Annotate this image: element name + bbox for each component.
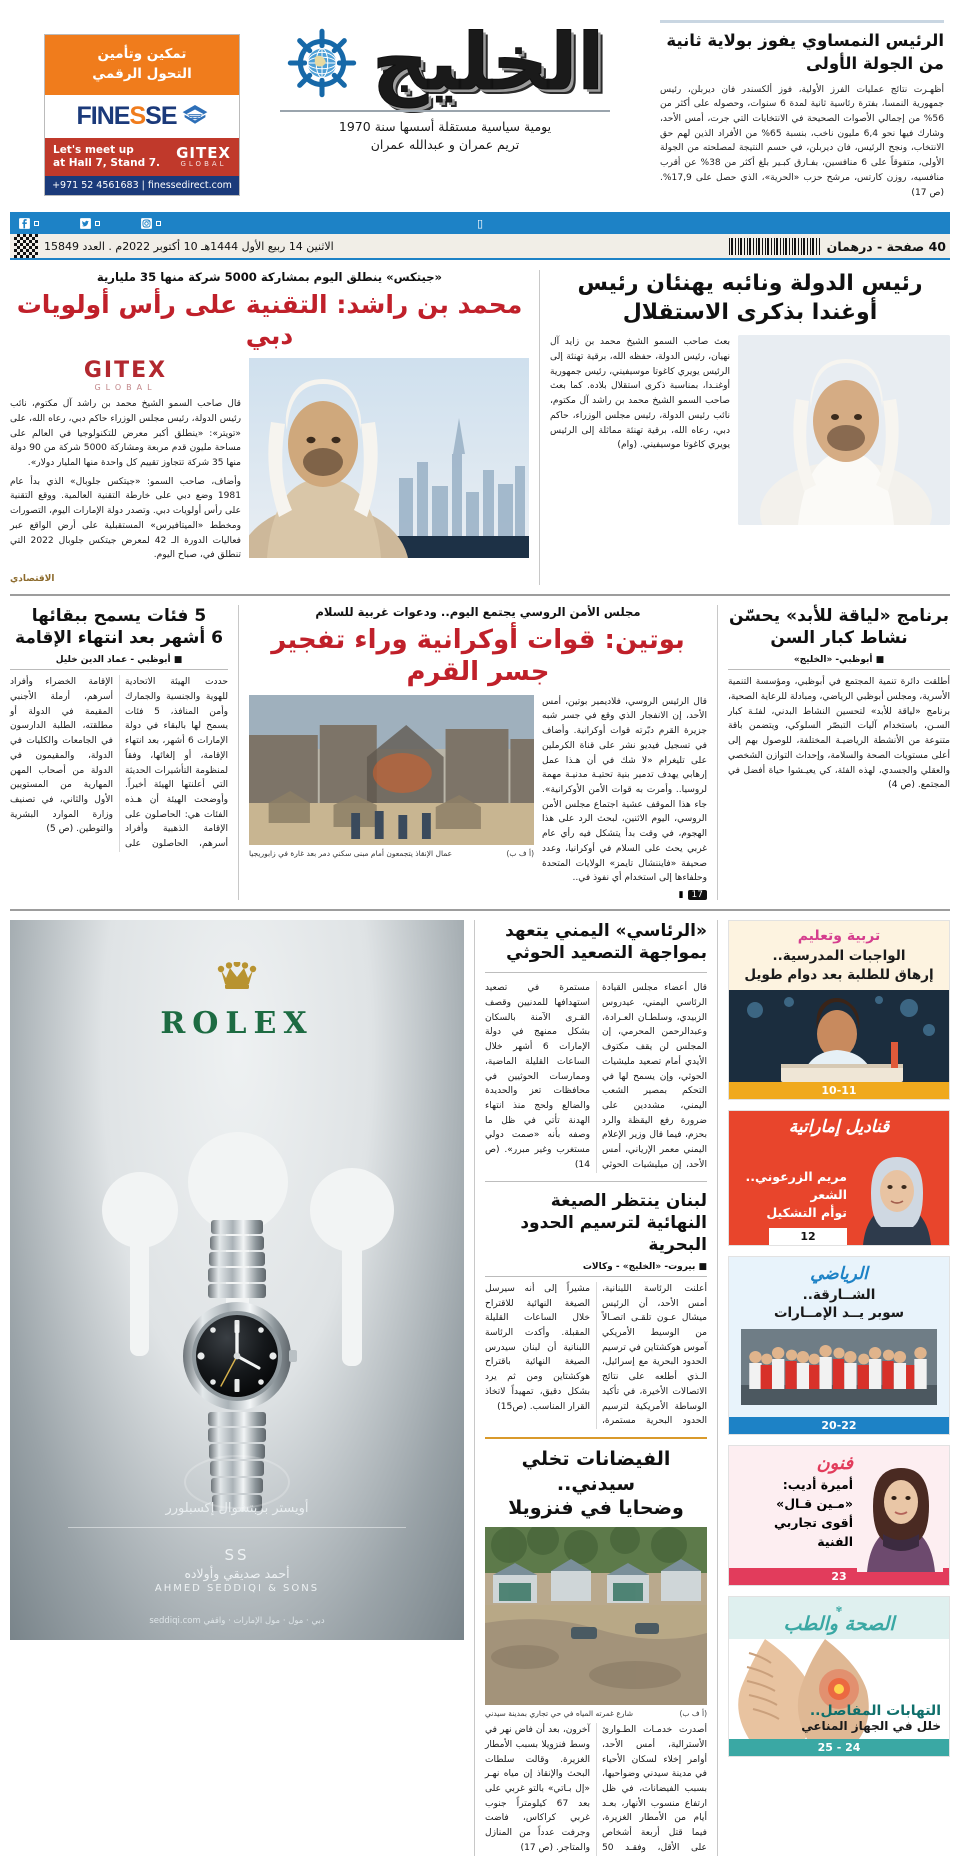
column-divider-2 <box>717 605 718 900</box>
promo-literature-title1: مريم الزرعوني.. <box>745 1169 847 1185</box>
lower-band <box>10 920 950 1856</box>
promo-arts-title2: «مـين قـال» <box>776 1496 853 1512</box>
promo-arts-body <box>729 1446 949 1568</box>
promo-health-image <box>729 1639 949 1739</box>
ad-brand-row <box>45 95 239 138</box>
promo-education[interactable] <box>728 920 950 1100</box>
yemen-headline[interactable]: «الرئاسي» اليمني يتعهد بمواجهة التصعيد الحوثي <box>505 921 707 964</box>
promo-arts-title1: أميرة أديب: <box>782 1477 853 1493</box>
portrait-actress-photo <box>857 1454 943 1572</box>
promo-literature-titles <box>735 1168 851 1244</box>
floods-headline-line1: الفيضانات تخلي سيدني.. <box>521 1448 671 1495</box>
residency-headline-line1: 5 فئات يسمح ببقائها <box>31 606 207 627</box>
floods-headline[interactable] <box>485 1447 707 1521</box>
promo-health-titles <box>801 1703 941 1733</box>
ad-brand-name: FINESSE <box>76 101 177 130</box>
fitness-page-ref: (ص 4) <box>888 780 915 791</box>
gitex-logo-block <box>10 358 241 392</box>
lebanon-page-ref: (ص15) <box>497 1401 527 1412</box>
price-group <box>729 238 946 255</box>
floods-agency: (أ ف ب) <box>679 1709 707 1719</box>
yemen-page-ref: (ص 14) <box>485 1145 590 1170</box>
lebanon-text: أعلنت الرئاسة اللبنانية، أمس الأحد، أن الرئيس ميشال عـون تلقـى اتصـالاً من الوسيط الأمريكي آموس هوكشتاين في ترسيم الحدود البحرية مع إسرائيل، الـذي أطلعه على نتائج الاتصالات الأخيرة، في تأكيد الوساطة الأمريكية لترسيم الحدود البحرية مستمرة، مشيراً إلى أنه سيرسل الصيغة النهائية للاقتراح خلال الساعات القليلة المقبلة. وأكدت الرئاسة اللبنانية أن لبنان سيدرس الصيغة النهائية باقتراح هوكشتاين ومن ثم يرد بشكل دقيق، تمهيداً لاتخاذ القرار المناسب. <box>485 1283 707 1427</box>
fitness-headline[interactable]: برنامج «لياقة للأبد» يحسّن نشاط كبار السن <box>728 606 950 649</box>
floods-page-ref: (ص 17) <box>520 1842 554 1853</box>
ad-meet-text <box>53 144 160 170</box>
app-icon[interactable]: ▯ <box>476 216 484 230</box>
president-portrait-illustration <box>738 335 950 525</box>
promo-sports-image <box>729 1323 949 1417</box>
fitness-byline: ■ أبوظبي- «الخليج» <box>728 655 950 670</box>
display-prop-2 <box>188 1132 288 1232</box>
putin-kicker: مجلس الأمن الروسي يجتمع اليوم.. ودعوات غربية للسلام <box>315 605 641 620</box>
promo-arts[interactable] <box>728 1445 950 1586</box>
putin-headline[interactable]: بوتين: قوات أوكرانية وراء تفجير جسر القرم <box>271 624 685 688</box>
yemen-body <box>485 981 707 1172</box>
gitex-logo <box>176 143 231 168</box>
portrait-woman-hijab-photo <box>851 1141 943 1245</box>
gitex-photo <box>249 358 529 558</box>
gitex-sub: GLOBAL <box>180 159 227 168</box>
right-sidebar <box>728 605 950 900</box>
putin-body: قال الرئيس الروسي، فلاديمير بوتين، أمس الأحد، إن الانفجار الذي وقع في جسر شبه جزيرة القرم دبّرته قوات أوكرانية. وأضاف في تسجيل فيديو نشر على قناة الكرملين على تليغرام «لا شك في أن هـذا عمل إرهابي يهدف تدمير بنية تحتيـة مدنيـة مهمة لروسيا.. وأمرت به قوات الأمن الأوكرانية». جاء هذا الموقف عشية اجتماع مجلس الأمن الروسي، اليوم الاثنين، لبحث الرد على هذا الهجوم، في وقت بدأ يتشكل فيه رأي عام غربي يحث على السلام في أوكرانيا، وعدد صحيفة «فايننشال تايمز» الولايات المتحدة وحلفاءها إلى استخدام أي نفوذ في.. <box>542 696 707 884</box>
masthead-founders: تريم عمران و عبدالله عمران <box>370 136 520 152</box>
column-divider-5 <box>474 920 475 1856</box>
rolex-crown-icon <box>217 962 257 996</box>
gitex-kicker: «جيتكس» ينطلق اليوم بمشاركة 5000 شركة منها 35 مليارية <box>96 270 443 284</box>
gitex-lead-story <box>10 270 529 585</box>
promo-sports-text <box>729 1257 949 1323</box>
putin-page-ref: 17 <box>688 890 707 900</box>
floods-text: أصدرت خدمـات الطـوارئ الأسترالية، أمس الأحد، أوامر إخلاء لسكان الأحياء في مدينة سيدني وضواحيها، بسبب الفيضانات، في ظل ارتفاع منسوب الأنهار، بعـد أيام من الأمطار الغزيرة، فيما قتل أربعة أشخاص على الأقل، وفقـد 50 آخرون، بعد أن فاض نهر في وسط فنزويلا بسبب الأمطار الغزيرة. وقالت سلطات البحث والإنقاذ إن مياه نهـر «إل بـاتي» بالتو غربي على بعد 67 كيلومتراً جنوب غربي كراكاس، فاضت وجرفت عدداً من المنازل والمتاجر. <box>485 1725 707 1853</box>
instagram-icon[interactable] <box>140 217 161 230</box>
residency-headline[interactable] <box>10 605 228 649</box>
rolex-divider <box>68 1527 406 1528</box>
finesse-advertisement[interactable] <box>44 34 240 196</box>
gear-icon: ✾ <box>835 1604 843 1614</box>
ukraine-strike-photo <box>249 695 534 845</box>
promo-literature-header <box>729 1111 949 1137</box>
gitex-brand: GITEX <box>83 358 168 384</box>
date-bar <box>10 234 950 260</box>
lebanon-body <box>485 1282 707 1429</box>
retailer-name-english: AHMED SEDDIQI & SONS <box>154 1583 320 1595</box>
handball-team-photo <box>741 1329 937 1405</box>
brief-text: أظهـرت نتائج عمليات الفرز الأولية، فوز ألكسندر فان ديربلن، رئيس جمهورية النمسا، بفترة رئاسية ثانية لمدة 6 سنوات، وحصوله على أكثر من 56% من إجمالي الأصوات الصحيحة في الانتخابات التي جرت، أمس الأحد، وشارك فيها نحو 6,4 مليون ناخب، بنسبة 65% من الأفراد الذين لهم حق الانتخاب، ونجح الرئيس، فان ديربلن، في حسم النتيجة لمصلحته من الجولة الأولى، متفوقاً على 6 منافسين، بفـارق كبـير بلغ أكثر من 38% عن أقرب منافسيه، روزن كارتس، مرشح حزب «الحرية»، الذي حصل على 17,9%. <box>660 84 945 183</box>
floods-headline-line2: وضحايا في فنزويلا <box>508 1497 684 1520</box>
gitex-source: الاقتصادي <box>10 574 55 585</box>
promo-arts-title3: أقوى تجاربي <box>773 1514 853 1530</box>
second-band <box>10 605 950 900</box>
masthead-center <box>240 12 650 152</box>
column-divider-4 <box>717 920 718 1856</box>
ad-headline-line2: التحول الرقمي <box>92 66 192 83</box>
brief-body <box>660 83 944 201</box>
residency-byline-text: أبوظبي - عماد الدين خليل <box>55 655 171 666</box>
promo-health-title1: التهابات المفاصل.. <box>809 1702 941 1719</box>
promo-health-title2: خلل في الجهاز المناعي <box>801 1718 941 1733</box>
ad-contact[interactable]: +971 52 4561683 | finessedirect.com <box>45 176 239 195</box>
retailer-name-arabic: أحمد صديقي وأولاده <box>184 1566 290 1582</box>
promo-education-title1: الواجبات المدرسية.. <box>772 948 906 965</box>
ad-event-row <box>45 138 239 176</box>
issue-date-label: الاثنين 14 ربيع الأول 1444هـ 10 أكتوبر 2022م . العدد 15849 <box>44 239 334 253</box>
president-photo <box>738 335 950 525</box>
display-prop-stem-1 <box>130 1236 149 1356</box>
middle-column <box>485 920 707 1856</box>
fitness-byline-text: أبوظبي- «الخليج» <box>793 655 873 666</box>
rolex-advertisement[interactable] <box>10 920 464 1640</box>
masthead-ad-slot <box>10 12 240 196</box>
yemen-story <box>485 920 707 1173</box>
promo-arts-image <box>857 1454 943 1568</box>
promo-literature-body <box>729 1137 949 1245</box>
promo-sports[interactable] <box>728 1256 950 1435</box>
promo-sports-section: الرياضي <box>810 1263 868 1284</box>
promo-arts-pages: 23 <box>729 1568 949 1585</box>
lead-stories-band <box>10 260 950 585</box>
ad-headline-line1: تمكين وتأمين <box>97 46 187 62</box>
fitness-body <box>728 675 950 793</box>
putin-story <box>249 605 707 900</box>
residency-page-ref: (ص 5) <box>46 824 74 835</box>
uae-president-headline[interactable]: رئيس الدولة ونائبه يهنئان رئيس أوغندا بذكرى الاستقلال <box>577 271 923 325</box>
masthead <box>10 0 950 212</box>
display-prop-stem-3 <box>342 1238 362 1366</box>
uae-president-body <box>550 335 730 453</box>
putin-text-col: قال الرئيس الروسي، فلاديمير بوتين، أمس الأحد، إن الانفجار الذي وقع في جسر شبه جزيرة القرم دبّرته قوات أوكرانية. وأضاف في تسجيل فيديو نشر على قناة الكرملين على تليغرام «لا شك في أن هـذا عمل إرهابي يهدف تدمير بنية تحتيـة مدنيـة مهمة لروسيا.. وأمرت به قوات الأمن الأوكرانية». جاء هذا الموقف عشية اجتماع مجلس الأمن الروسي، اليوم الاثنين، لبحث الرد على هذا الهجوم، في وقت بدأ يتشكل فيه رأي عام غربي يحث على السلام في أوكرانيا، وعدد صحيفة «فايننشال تايمز» الولايات المتحدة وحلفاءها إلى استخدام أي نفوذ في.. 17 ▮ <box>542 696 707 901</box>
residency-byline: ■ أبوظبي - عماد الدين خليل <box>10 655 228 670</box>
residency-body <box>10 675 228 852</box>
promo-education-pages: 10-11 <box>729 1082 949 1099</box>
promo-arts-section: فنون <box>816 1452 853 1474</box>
twitter-icon[interactable] <box>79 217 100 230</box>
lebanon-story <box>485 1190 707 1429</box>
band-divider-1 <box>10 594 950 596</box>
promo-literature-title2: الشعر <box>810 1187 847 1203</box>
gitex-headline[interactable]: محمد بن راشد: التقنية على رأس أولويات دبي <box>16 289 523 350</box>
ad-headline <box>45 35 239 95</box>
qr-code-icon[interactable] <box>14 234 38 258</box>
ad-meet-line2: at Hall 7, Stand 7. <box>53 156 161 169</box>
promo-sports-title1: الشــارقة.. <box>802 1287 876 1304</box>
yemen-text: قال أعضاء مجلس القيادة الرئاسي اليمني، عيدروس الزبيدي، وسلطـان العـرادة، وعبدالرحمن المحرمي، إن المجلس لن يقف مكتوف الأيدي أمام تصعيد مليشيات الحوثي، وإن يسمح لها في التحكم بمصير الشعب اليمني، مشددين على ضرورة رفع اليقظة والرد بحزم، فيما قال وزير الإعلام اليمني معمر الإرياني، أمس الأحد، إن ميليشيات الحوثي مستمرة في تصعيد استهدافها للمدنيين وقصف القـرى الآمنة بالسكان بشكل ممنهج في دولة الإمارات 6 أشهر خلال الساعات القليلة الماضية، وممارسات الحوثيين في محافظات تعز والحديدة والضالع ولحج منذ انتهاء الهدنة تأتي في ظل ما وصفه بأنه «صمت دولي مستغرب وغير مبرر». <box>485 983 707 1170</box>
promo-education-text <box>729 921 949 984</box>
floods-caption: شارع غمرته المياه في حي تجاري بمدينة سيدني <box>485 1709 634 1719</box>
uae-president-agency: (وام) <box>617 440 638 451</box>
promo-education-section: تربية وتعليم <box>797 928 881 945</box>
promo-health-section: الصحة والطب <box>783 1612 895 1635</box>
uae-president-text: بعث صاحب السمو الشيخ محمد بن زايد آل نهيان، رئيس الدولة، حفظه الله، برقية تهنئة إلى الرئيس يويري كاغوتا موسيفيني، رئيس جمهورية أوغنـدا، بمناسبة ذكرى استقلال بلاده. كما بعث صاحب السمو الشيخ محمد بن راشد آل مكتوم، نائب رئيس الدولة، رئيس مجلس الوزراء، حاكم دبي، رعاه الله، برقية تهنئة مماثلة إلى الرئيس يويري كاغوتا موسيفيني. <box>550 337 730 451</box>
promo-health-header <box>729 1597 949 1639</box>
pages-price-label: 40 صفحة - درهمان <box>826 238 946 254</box>
yemen-divider <box>485 972 707 973</box>
brief-page-ref: (ص 17) <box>911 187 944 198</box>
band-divider-2 <box>10 909 950 911</box>
flooded-street-photo <box>485 1527 707 1705</box>
rubble-illustration <box>249 695 534 845</box>
date-group <box>14 234 334 258</box>
fitness-text: أطلقت دائرة تنمية المجتمع في أبوظبي، ومؤسسة التنمية الأسرية، ومجلس أبوظبي الرياضي، ومبادلة للرعاية الصحية، برنامج «لياقة للأبد» لتحسين النشاط البدني، لفئـة كبار السـن، باستخدام آليات التبصّر السلوكي، ويتضمن باقة متنوعة من الأنشطة الرياضيـة المختلفة، للوصول بهم إلى أعلى مستويات الصحة والسلامة، وإحداث التوازن الشخصي والعقلي والجسدي، لهذه الفئة، كي يعيـشوا حياة أفضل في المجتمع. <box>728 677 950 791</box>
ship-wheel-globe-icon <box>286 27 358 99</box>
ad-meet-line1: Let's meet up <box>53 143 134 156</box>
facebook-icon[interactable] <box>18 217 39 230</box>
residency-text: حددت الهيئة الاتحادية للهوية والجنسية والجمارك وأمن المنافذ، 5 فئات يسمح لها بالبقاء في دولة الإمارات 6 أشهر، بعد انتهاء الإقامة، أو إلغائها، وفقاً لمنظومة التأشيرات الحديثة التي أعلنتها الهيئة أخيراً. وأوضحت الهيئة أن هـذه الفئات هي: الحاصلون على الإقامة الذهبية وأفراد أسرهم، الحاصلون على الإقامة الخضراء وأفراد أسرهم، أرملة الأجنبي المقيمة في الدولة أو مطلقته، الطلبة الدارسون في الجامعات والكليات في الدولة، والمقيمون في الدولة من أصحاب المهن المهارية من المستويين الأول والثاني، في تصنيف وزارة الموارد البشرية والتوطين. <box>10 677 228 850</box>
brief-divider <box>660 20 944 23</box>
barcode-icon <box>729 238 821 255</box>
rolex-ad-slot <box>10 920 464 1856</box>
promo-literature[interactable] <box>728 1110 950 1246</box>
finesse-logo-icon <box>182 104 208 128</box>
gitex-body-1: قال صاحب السمو الشيخ محمد بن راشد آل مكتوم، نائب رئيس الدولة، رئيس مجلس الوزراء حاكم دبي، رعاه الله، على «تويتر»: «ينطلق أكبر معرض للتكنولوجيا في العالم على مساحة مليون قدم مربعة ومشاركة 5000 شركة من 90 دولة منها 35 شركة تتجاوز تقييم كل واحدة منها المليار دولار». <box>10 399 241 469</box>
promo-education-image <box>729 990 949 1082</box>
uae-president-story <box>550 270 950 585</box>
promo-literature-image <box>851 1141 943 1245</box>
retailer-locations: دبي · مول · مول الإمارات · واقفي seddiqi.com <box>149 1616 325 1627</box>
promo-education-title2: إرهاق للطلبة بعد دوام طويل <box>744 966 934 983</box>
promo-literature-title3: توأم التشكيل <box>766 1205 847 1221</box>
lebanon-headline[interactable]: لبنان ينتظر الصيغة النهائية لترسيم الحدود البحرية <box>520 1190 707 1255</box>
top-news-brief <box>650 12 950 200</box>
promo-literature-pages: 12 <box>769 1228 847 1245</box>
student-studying-photo <box>729 990 949 1082</box>
sheikh-mohammed-illustration <box>249 358 529 558</box>
column-divider-3 <box>238 605 239 900</box>
residency-story <box>10 605 228 900</box>
gitex-body-2: وأضاف، صاحب السمو: «جيتكس جلوبال» الذي بدأ عام 1981 وضع دبي على خارطة التقنية العالمية. ووقع التقنية على رأس أولويات دبي. وتصدر دولة الإمارات اليوم، التصورات ومخطط «الميتافيرس» المستقبلية على أرض الواقع عبر فعاليات الدورة الـ 42 لمعرض جيتكس جلوبال 2022 التي تنطلق في، صباح اليوم. <box>10 476 241 561</box>
floods-body <box>485 1723 707 1855</box>
rolex-wordmark: ROLEX <box>160 1006 314 1042</box>
promo-sports-pages: 20-22 <box>729 1417 949 1434</box>
section-promos-sidebar <box>728 920 950 1856</box>
floods-photo <box>485 1527 707 1705</box>
masthead-divider <box>280 110 610 112</box>
putin-photo-caption: عمال الإنقاذ يتجمعون أمام مبنى سكني دمر بعد غارة في زابوريجيا <box>249 848 453 858</box>
middle-divider-1 <box>485 1181 707 1182</box>
promo-health-pages: 24 - 25 <box>729 1739 949 1756</box>
promo-arts-title4: الفنية <box>817 1533 853 1549</box>
promo-arts-titles <box>735 1454 857 1568</box>
masthead-tagline: يومية سياسية مستقلة أسسها سنة 1970 <box>338 119 552 135</box>
gitex-brand-sub: GLOBAL <box>94 383 157 393</box>
floods-story <box>485 1447 707 1856</box>
gitex-name: GITEX <box>176 143 231 162</box>
column-divider <box>539 270 540 585</box>
rolex-model-name: أويستر بربتشوال إكسبلورر <box>165 1501 309 1517</box>
social-icons <box>18 217 161 230</box>
residency-headline-line2: 6 أشهر بعد انتهاء الإقامة <box>15 628 223 649</box>
retailer-monogram: SS <box>224 1546 250 1565</box>
floods-top-rule <box>485 1437 707 1439</box>
newspaper-logo-text[interactable]: الخليج <box>371 18 605 108</box>
promo-health[interactable] <box>728 1596 950 1757</box>
putin-photo-block <box>249 695 534 900</box>
lebanon-byline: ■ بيروت- «الخليج» - وكالات <box>485 1262 707 1277</box>
promo-literature-section: قناديل إماراتية <box>788 1116 890 1137</box>
rolex-retailer <box>10 1546 464 1594</box>
logo-row <box>286 18 605 108</box>
social-media-bar <box>10 212 950 234</box>
putin-photo-agency: (أ ف ب) <box>506 848 534 858</box>
brief-title: الرئيس النمساوي يفوز بولاية ثانية من الجولة الأولى <box>666 31 944 73</box>
lebanon-byline-text: بيروت- «الخليج» - وكالات <box>582 1261 696 1272</box>
promo-sports-title2: سوبر يــد الإمــارات <box>773 1305 904 1322</box>
